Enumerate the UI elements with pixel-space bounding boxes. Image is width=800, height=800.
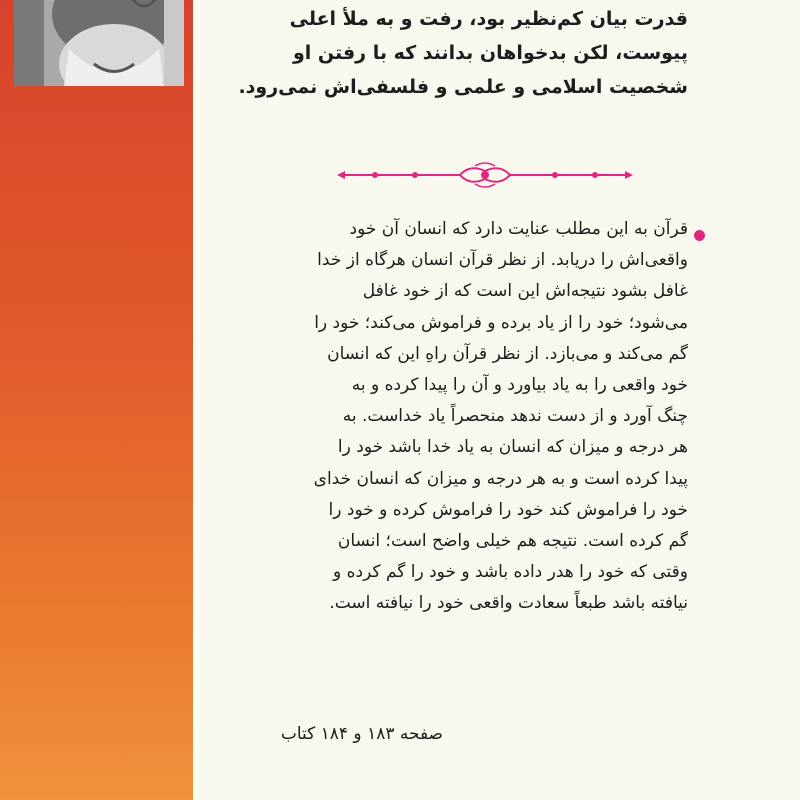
source-reference: صفحه ۱۸۳ و ۱۸۴ کتاب bbox=[280, 724, 443, 744]
body-line: خود واقعی را به یاد بیاورد و آن را پیدا کرده و به bbox=[351, 375, 688, 396]
body-line: هر درجه و میزان که انسان به یاد خدا باشد خود را bbox=[337, 437, 688, 458]
top-quote-line: پیوست، لکن بدخواهان بدانند که با رفتن او bbox=[292, 42, 688, 64]
body-line: گم می‌کند و می‌بازد. از نظر قرآن راهِ این که انسان bbox=[327, 343, 688, 364]
top-quote-line: شخصیت اسلامی و علمی و فلسفی‌اش نمی‌رود. bbox=[238, 76, 688, 98]
body-line: قرآن به این مطلب عنایت دارد که انسان آن خود bbox=[349, 219, 688, 239]
bullet-dot-icon bbox=[694, 230, 705, 241]
body-line: گم کرده است. نتیجه هم خیلی واضح است؛ انسان bbox=[337, 531, 688, 552]
body-paragraph bbox=[208, 214, 688, 620]
top-quote-line: قدرت بیان کم‌نظیر بود، رفت و به ملأ اعلی bbox=[289, 8, 688, 30]
top-quote bbox=[208, 2, 688, 104]
body-line: غافل بشود نتیجه‌اش این است که از خود غافل bbox=[362, 281, 688, 302]
side-color-band bbox=[0, 0, 200, 800]
band-edge-strip bbox=[193, 0, 200, 800]
body-line: می‌شود؛ خود را از یاد برده و فراموش می‌کند؛ خود را bbox=[314, 312, 688, 333]
body-line: وقتی که خود را هدر داده باشد و خود را گم کرده و bbox=[333, 562, 688, 583]
author-portrait bbox=[14, 0, 184, 86]
body-line: چنگ آورد و از دست ندهد منحصراً یاد خداست. به bbox=[342, 406, 688, 427]
body-line: خود را فراموش کند خود را فراموش کرده و خود را bbox=[328, 499, 688, 520]
ornamental-divider-icon bbox=[335, 162, 635, 188]
body-line: پیدا کرده است و به هر درجه و میزان که انسان خدای bbox=[313, 468, 688, 489]
body-line: نیافته باشد طبعاً سعادت واقعی خود را نیافته است. bbox=[329, 593, 688, 614]
body-line: واقعی‌اش را دریابد. از نظر قرآن انسان هرگاه از خدا bbox=[317, 250, 688, 271]
